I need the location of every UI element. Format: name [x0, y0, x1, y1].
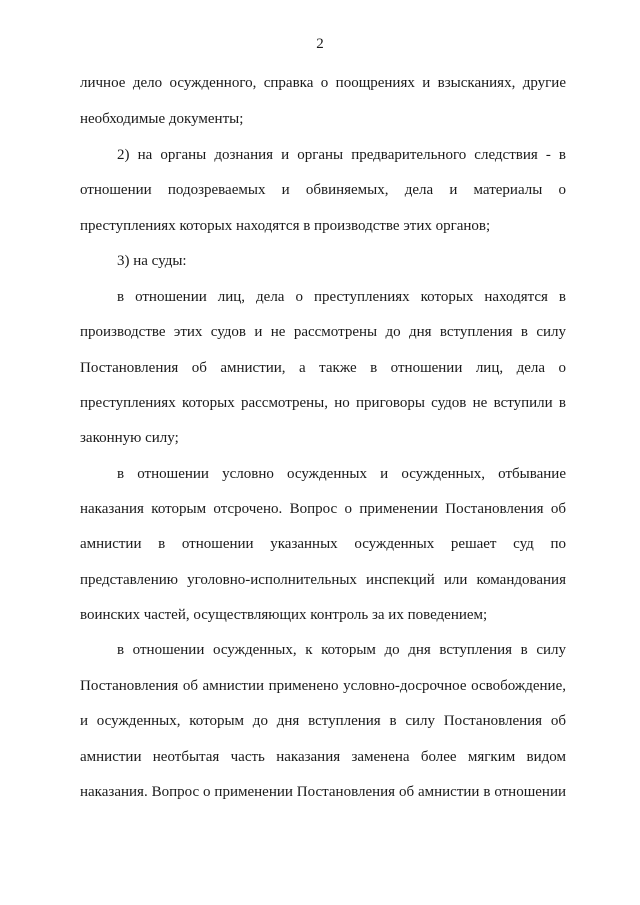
- text-line: преступлениях которых рассмотрены, но приговоры судов не вступили в: [80, 395, 566, 411]
- text-line: амнистии в отношении указанных осужденных решает суд по: [80, 536, 566, 552]
- text-line: и осужденных, которым до дня вступления в силу Постановления об: [80, 713, 566, 729]
- page-number: 2: [316, 36, 324, 52]
- text-line: производстве этих судов и не рассмотрены до дня вступления в силу: [80, 324, 566, 340]
- text-line: в отношении осужденных, к которым до дня вступления в силу: [117, 642, 566, 658]
- text-line: амнистии неотбытая часть наказания заменена более мягким видом: [80, 749, 566, 765]
- text-line: Постановления об амнистии применено условно-досрочное освобождение,: [80, 678, 566, 694]
- text-line: в отношении лиц, дела о преступлениях которых находятся в: [117, 289, 566, 305]
- text-line: преступлениях которых находятся в производстве этих органов;: [80, 218, 491, 234]
- text-line: 2) на органы дознания и органы предварительного следствия - в: [117, 147, 566, 163]
- text-line: Постановления об амнистии, а также в отношении лиц, дела о: [80, 360, 566, 376]
- text-line: личное дело осужденного, справка о поощрениях и взысканиях, другие: [80, 75, 566, 91]
- text-line: отношении подозреваемых и обвиняемых, дела и материалы о: [80, 182, 566, 198]
- text-line: в отношении условно осужденных и осужденных, отбывание: [117, 466, 566, 482]
- text-line: наказания. Вопрос о применении Постановления об амнистии в отношении: [80, 784, 566, 800]
- text-line: представлению уголовно-исполнительных инспекций или командования: [80, 572, 566, 588]
- text-line: законную силу;: [80, 430, 179, 446]
- text-line: наказания которым отсрочено. Вопрос о применении Постановления об: [80, 501, 566, 517]
- text-line: 3) на суды:: [117, 253, 187, 269]
- text-line: воинских частей, осуществляющих контроль за их поведением;: [80, 607, 488, 623]
- text-line: необходимые документы;: [80, 111, 244, 127]
